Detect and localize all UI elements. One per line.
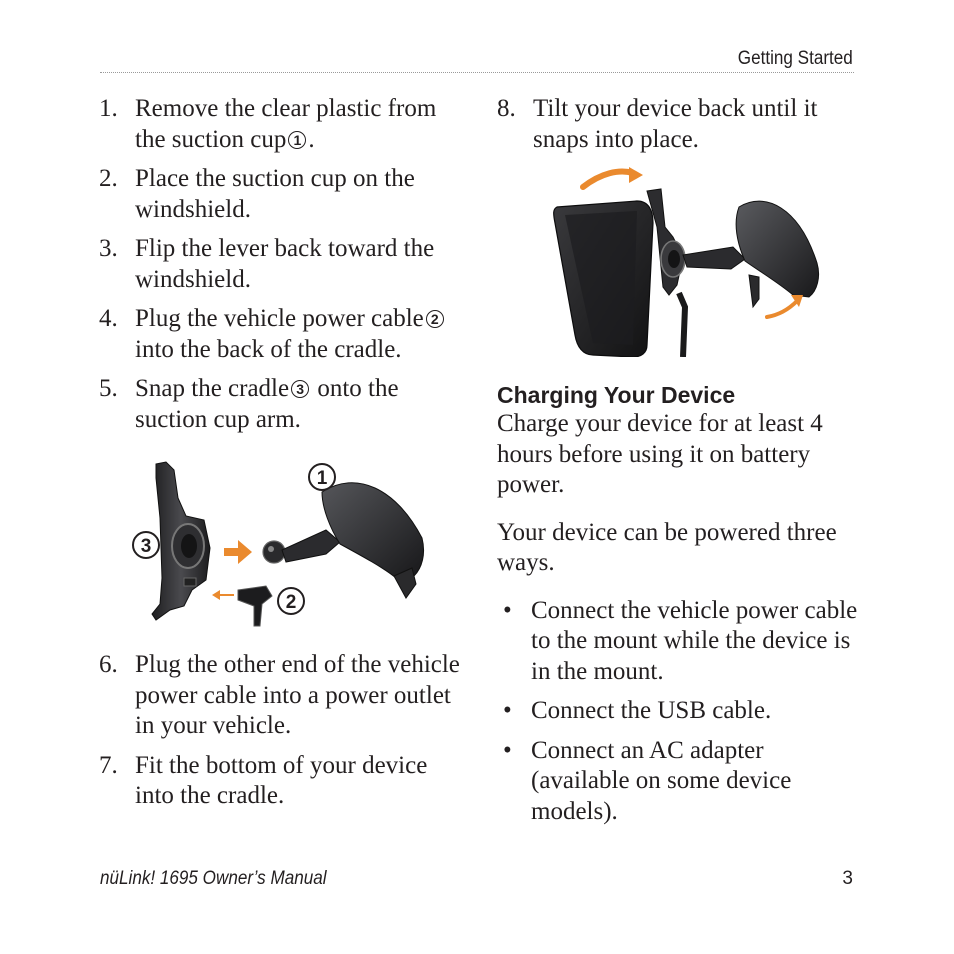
step-number: 7. — [99, 751, 118, 779]
bullet-icon: • — [503, 596, 512, 624]
step-text-suffix: onto the suction cup arm. — [135, 375, 399, 433]
step-text-suffix: into the back of the cradle. — [135, 335, 402, 363]
step-text: Tilt your device back until it snaps into place. — [533, 95, 818, 153]
right-column — [497, 94, 867, 836]
page-header — [100, 46, 854, 73]
list-item — [497, 736, 867, 828]
section-heading: Charging Your Device — [497, 382, 736, 408]
list-item-text: Connect an AC adapter (available on some device models). — [531, 736, 792, 825]
arrow-right-icon — [224, 540, 252, 564]
step-text: Plug the vehicle power cable — [135, 305, 424, 332]
step-number: 5. — [99, 375, 118, 402]
power-cable-illustration — [679, 293, 685, 357]
step-text: Plug the other end of the vehicle power cable into a power outlet in your vehicle. — [135, 651, 460, 739]
callout-label: 1 — [316, 468, 328, 489]
step-2 — [99, 164, 469, 225]
list-item — [497, 596, 867, 688]
left-column — [99, 94, 469, 821]
suction-cup-illustration — [263, 483, 424, 598]
bullet-icon: • — [503, 736, 512, 764]
step-8 — [497, 94, 867, 155]
arrow-left-icon — [212, 590, 234, 600]
step-5 — [99, 374, 469, 435]
navigation-device-illustration — [554, 201, 653, 357]
manual-title: nüLink! 1695 Owner’s Manual — [100, 868, 327, 889]
tilt-arrowhead-icon — [629, 167, 643, 183]
list-item-text: Connect the vehicle power cable to the mount while the device is in the mount. — [531, 596, 858, 685]
step-text: Snap the cradle — [135, 375, 290, 402]
step-number: 2. — [99, 165, 118, 192]
step-3 — [99, 234, 469, 295]
paragraph: Charge your device for at least 4 hours before using it on battery power. — [497, 410, 823, 498]
paragraph: Your device can be powered three ways. — [497, 518, 837, 576]
section-title: Getting Started — [737, 48, 853, 69]
step-7 — [99, 751, 469, 812]
list-item — [497, 696, 867, 727]
step-1 — [99, 94, 469, 155]
callout-label: 2 — [285, 592, 297, 613]
figure-callout-2 — [278, 588, 304, 614]
figure-callout-1 — [309, 464, 335, 490]
list-item-text: Connect the USB cable. — [531, 697, 772, 724]
step-text-suffix: . — [308, 125, 315, 153]
callout-2-icon: 2 — [426, 310, 444, 328]
step-text: Flip the lever back toward the windshield. — [135, 235, 435, 293]
step-text: Remove the clear plastic from the suction cup — [135, 95, 437, 153]
callout-label: 3 — [140, 536, 152, 557]
mount-assembly-illustration — [126, 458, 426, 628]
power-cable-plug — [238, 586, 272, 626]
lever-arrow-icon — [767, 301, 797, 317]
step-number: 8. — [497, 95, 516, 122]
step-number: 1. — [99, 95, 118, 122]
step-text: Fit the bottom of your device into the cradle. — [135, 751, 428, 809]
cradle-illustration — [647, 189, 685, 295]
page-number: 3 — [842, 868, 853, 889]
bullet-icon: • — [503, 697, 512, 724]
step-4 — [99, 304, 469, 365]
step-number: 4. — [99, 305, 118, 332]
step-text: Place the suction cup on the windshield. — [135, 165, 415, 223]
step-6 — [99, 650, 469, 742]
step-number: 3. — [99, 235, 118, 262]
device-tilt-illustration — [553, 167, 823, 357]
suction-cup-illustration — [683, 201, 819, 307]
callout-1-icon: 1 — [288, 131, 306, 149]
figure-callout-3 — [133, 532, 159, 558]
tilt-arrow-icon — [583, 172, 633, 187]
step-number: 6. — [99, 651, 118, 678]
cradle-illustration — [152, 462, 210, 620]
callout-3-icon: 3 — [291, 380, 309, 398]
